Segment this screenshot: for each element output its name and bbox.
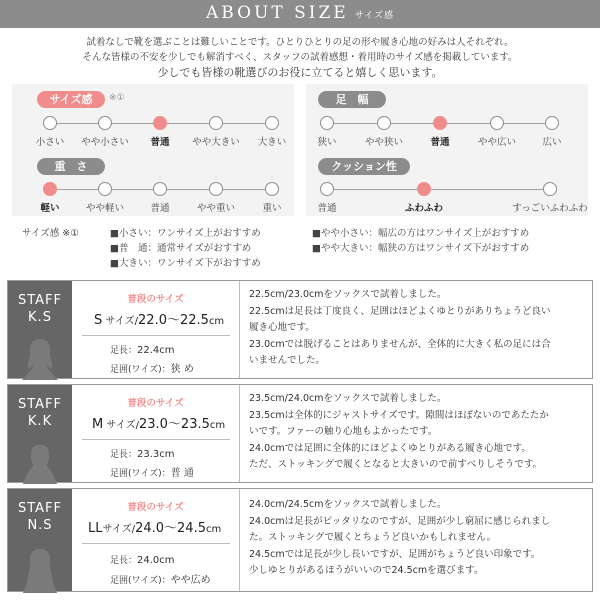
width-note-line: ■やや小さい：幅広の方はワンサイズ上がおすすめ (312, 228, 530, 239)
width-scale-label: 普通 (430, 137, 450, 148)
usual-size-value: M サイズ/23.0～23.5cm (92, 417, 226, 432)
cushion-scale-label: すっごいふわふわ (512, 203, 588, 214)
width-scale-label: やや狭い (364, 137, 403, 148)
weight-scale-dot (98, 182, 112, 196)
divider (82, 335, 230, 336)
size-note-line: ■大きい：ワンサイズ下がおすすめ (110, 258, 261, 269)
foot-length: 足長：24.0cm (110, 555, 175, 566)
intro-line-1: 試着なしで靴を選ぶことは難しいことです。ひとりひとりの足の形や履き心地の好みは人それぞれ。 (86, 37, 514, 48)
staff-card (7, 280, 593, 379)
foot-girth: 足囲(ワイズ)：普 通 (110, 468, 194, 479)
staff-silhouette-icon (18, 545, 62, 593)
width-scale-dot (545, 116, 559, 130)
usual-size-label: 普段のサイズ (127, 294, 184, 305)
foot-length: 足長：22.4cm (110, 345, 175, 356)
divider (82, 439, 230, 440)
staff-silhouette-icon (18, 439, 62, 484)
width-note-line: ■やや大きい：幅狭の方はワンサイズ下がおすすめ (312, 243, 530, 254)
usual-size-value: LLサイズ/24.0～24.5cm (88, 521, 222, 536)
size-scale-label: 普通 (150, 137, 170, 148)
staff-sidebar (8, 385, 72, 482)
staff-label: STAFF (17, 397, 63, 412)
width-scale-dot (433, 116, 447, 130)
usual-size-value: S サイズ/22.0～22.5cm (94, 313, 225, 328)
weight-scale-label: やや軽い (85, 203, 124, 214)
cushion-scale-label: 普通 (317, 203, 337, 214)
staff-sidebar (8, 281, 72, 378)
staff-label: STAFF (17, 501, 63, 516)
intro-line-2: そんな皆様の不安を少しでも解消すべく、スタッフの試着感想・着用時のサイズ感を掲載しています。 (82, 52, 518, 63)
divider (239, 385, 240, 482)
cushion-scale-dot (417, 182, 431, 196)
size-scale-dot (98, 116, 112, 130)
staff-initials: N.S (27, 518, 53, 533)
width-scale-label: 狭い (317, 137, 337, 148)
foot-girth: 足囲(ワイズ)：狭 め (110, 364, 194, 375)
divider (239, 281, 240, 378)
staff-card (7, 384, 593, 483)
width-scale-dot (320, 116, 334, 130)
weight-pill: 重 さ (37, 158, 105, 175)
size-pill-note: ※① (109, 93, 125, 103)
staff-card (7, 488, 593, 592)
cushion-scale-dot (543, 182, 557, 196)
page-title (0, 3, 600, 23)
staff-silhouette-icon (18, 335, 62, 380)
cushion-scale-dot (320, 182, 334, 196)
size-note-line: ■普 通：通常サイズがおすすめ (110, 243, 252, 254)
staff-size-panel (72, 281, 239, 378)
width-scale-dot (490, 116, 504, 130)
size-scale-label: 小さい (35, 137, 65, 148)
title-sub: サイズ感 (354, 11, 394, 21)
cushion-scale-label: ふわふわ (404, 203, 443, 214)
staff-comment: 23.5cm/24.0cmをソックスで試着しました。 23.5cmは全体的にジャストサイズです。隙間はほぼないのであたたか いです。ファーの触り心地もよかったです。 24.0cmでは足囲に全体的にほどよくゆとりがある履き心地です。 ただ、ストッキングで履くとなると大きいので前すべりしそうです。 (249, 393, 549, 470)
width-pill: 足 幅 (318, 91, 386, 108)
staff-size-panel (72, 385, 239, 482)
title-main: ABOUT SIZE (206, 3, 349, 23)
divider (239, 489, 240, 591)
staff-sidebar (8, 489, 72, 591)
size-note-line: ■小さい：ワンサイズ上がおすすめ (110, 228, 261, 239)
usual-size-label: 普段のサイズ (127, 398, 184, 409)
size-scale-label: やや小さい (81, 137, 129, 148)
size-note-title: サイズ感 ※① (22, 228, 79, 239)
cushion-scale-line (327, 189, 550, 190)
size-scale-dot (153, 116, 167, 130)
header-bar (0, 0, 600, 28)
staff-initials: K.K (27, 414, 53, 429)
weight-scale-label: やや重い (196, 203, 235, 214)
width-scale-dot (377, 116, 391, 130)
staff-label: STAFF (17, 293, 63, 308)
size-pill: サイズ感 (37, 91, 105, 108)
weight-scale-label: 普通 (150, 203, 170, 214)
staff-initials: K.S (28, 310, 52, 325)
size-scale-dot (43, 116, 57, 130)
weight-scale-label: 軽い (40, 203, 60, 214)
staff-size-panel (72, 489, 239, 591)
size-scale-label: やや大きい (192, 137, 240, 148)
size-scale-label: 大きい (257, 137, 287, 148)
staff-comment: 24.0cm/24.5cmをソックスで試着しました。 24.0cmは足長がピッタリなのですが、足囲が少し窮屈に感じられまし た。ストッキングで履くとちょうど良いかもしれません。 24.5cmでは足長が少し長いですが、足囲がちょうど良い印象です。 少しゆとりがあるほうがいいので24.5cmを選びます。 (249, 499, 551, 576)
weight-scale-dot (209, 182, 223, 196)
size-scale-dot (209, 116, 223, 130)
weight-scale-dot (265, 182, 279, 196)
weight-scale-dot (153, 182, 167, 196)
staff-comment: 22.5cm/23.0cmをソックスで試着しました。 22.5cmは足長は丁度良く、足囲はほどよくゆとりがありちょうど良い 履き心地です。 23.0cmでは脱げることはありませんが、全体的に大きく私の足には合 いませんでした。 (249, 289, 551, 366)
usual-size-label: 普段のサイズ (127, 502, 184, 513)
divider (82, 543, 230, 544)
cushion-pill: クッション性 (318, 158, 410, 175)
width-scale-label: やや広い (477, 137, 516, 148)
intro-line-3: 少しでも皆様の靴選びのお役に立てると嬉しく思います。 (157, 66, 443, 79)
width-scale-label: 広い (542, 137, 562, 148)
size-scale-dot (265, 116, 279, 130)
foot-girth: 足囲(ワイズ)：やや広め (110, 575, 211, 586)
foot-length: 足長：23.3cm (110, 449, 175, 460)
weight-scale-label: 重い (262, 203, 282, 214)
weight-scale-dot (43, 182, 57, 196)
